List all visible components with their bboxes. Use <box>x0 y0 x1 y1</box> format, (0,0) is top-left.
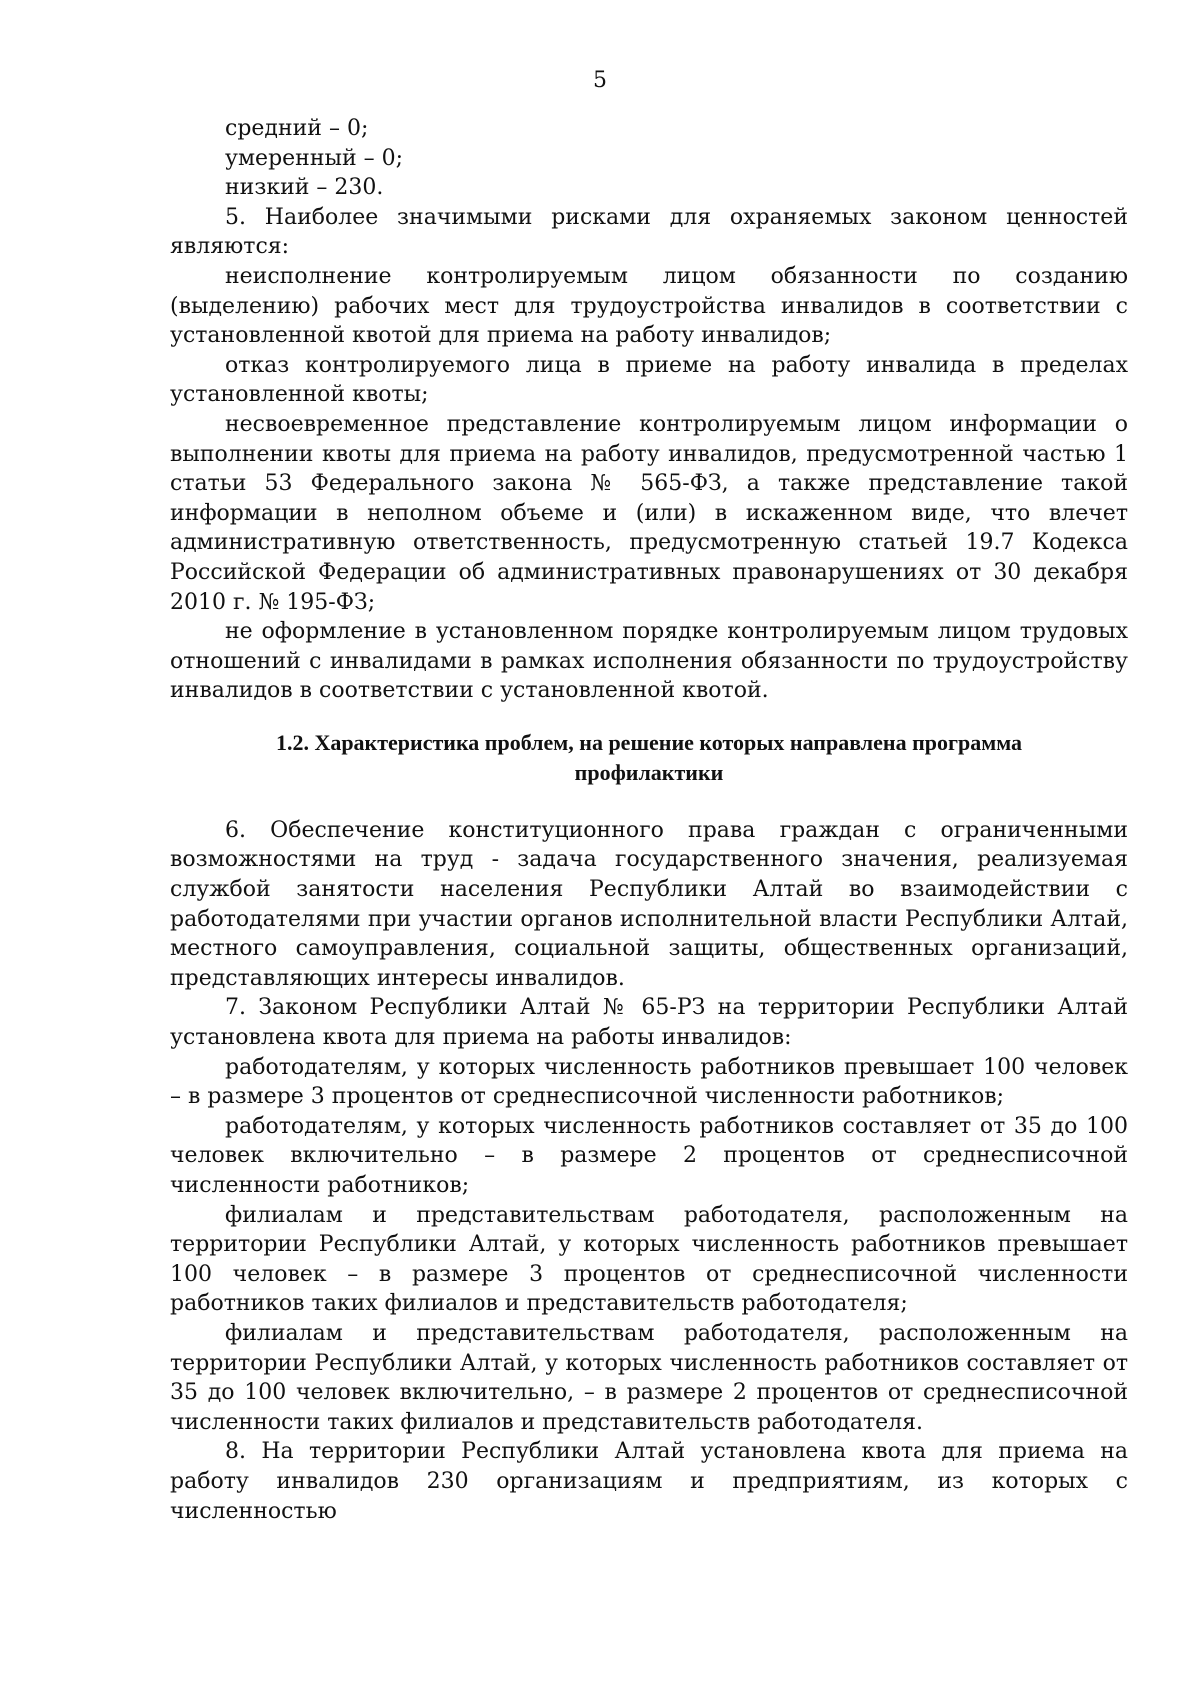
risk-item-2: отказ контролируемого лица в приеме на работу инвалида в пределах установленной квоты; <box>170 352 1128 408</box>
paragraph-6: 6. Обеспечение конституционного права граждан с ограниченными возможностями на труд - задача государственного значения, реализуемая службой занятости населения Республики Алтай во взаимодействии с работодателями при участии органов исполнительной власти Республики Алтай, местного самоуправления, социальной защиты, общественных организаций, представляющих интересы инвалидов. <box>170 817 1128 991</box>
paragraph-8: 8. На территории Республики Алтай установлена квота для приема на работу инвалидов 230 организациям и предприятиям, из которых с численностью <box>170 1439 1128 1524</box>
section-heading <box>170 728 1128 788</box>
paragraph-7: 7. Законом Республики Алтай № 65-РЗ на территории Республики Алтай установлена квота для приема на работы инвалидов: <box>170 995 1128 1051</box>
paragraph-5: 5. Наиболее значимыми рисками для охраняемых законом ценностей являются: <box>170 204 1128 260</box>
section-heading-line-1: 1.2. Характеристика проблем, на решение которых направлена программа <box>275 729 1023 755</box>
section-heading-line-2: профилактики <box>574 759 724 785</box>
quota-item-4: филиалам и представительствам работодателя, расположенным на территории Республики Алтай, у которых численность работников составляет от 35 до 100 человек включительно, – в размере 2 процентов от среднесписочной численности таких филиалов и представительств работодателя. <box>170 1320 1128 1435</box>
quota-item-3: филиалам и представительствам работодателя, расположенным на территории Республики Алтай, у которых численность работников превышает 100 человек – в размере 3 процентов от среднесписочной численности работников таких филиалов и представительств работодателя; <box>170 1202 1128 1317</box>
risk-item-1: неисполнение контролируемым лицом обязанности по созданию (выделению) рабочих мест для трудоустройства инвалидов в соответствии с установленной квотой для приема на работу инвалидов; <box>170 263 1128 349</box>
quota-item-1: работодателям, у которых численность работников превышает 100 человек – в размере 3 процентов от среднесписочной численности работников; <box>170 1054 1128 1110</box>
page-number: 5 <box>593 68 607 93</box>
document-body <box>170 114 1128 1526</box>
quota-item-2: работодателям, у которых численность работников составляет от 35 до 100 человек включительно – в размере 2 процентов от среднесписочной численности работников; <box>170 1113 1128 1198</box>
risk-item-3: несвоевременное представление контролируемым лицом информации о выполнении квоты для приема на работу инвалидов, предусмотренной частью 1 статьи 53 Федерального закона № 565-ФЗ, а также представление такой информации в неполном объеме и (или) в искаженном виде, что влечет административную ответственность, предусмотренную статьей 19.7 Кодекса Российской Федерации об административных правонарушениях от 30 декабря 2010 г. № 195-ФЗ; <box>170 411 1128 615</box>
risk-item-4: не оформление в установленном порядке контролируемым лицом трудовых отношений с инвалидами в рамках исполнения обязанности по трудоустройству инвалидов в соответствии с установленной квотой. <box>170 619 1128 704</box>
risk-level-medium: средний – 0; <box>225 116 369 141</box>
risk-level-low: низкий – 230. <box>225 175 384 201</box>
risk-level-moderate: умеренный – 0; <box>225 145 404 171</box>
